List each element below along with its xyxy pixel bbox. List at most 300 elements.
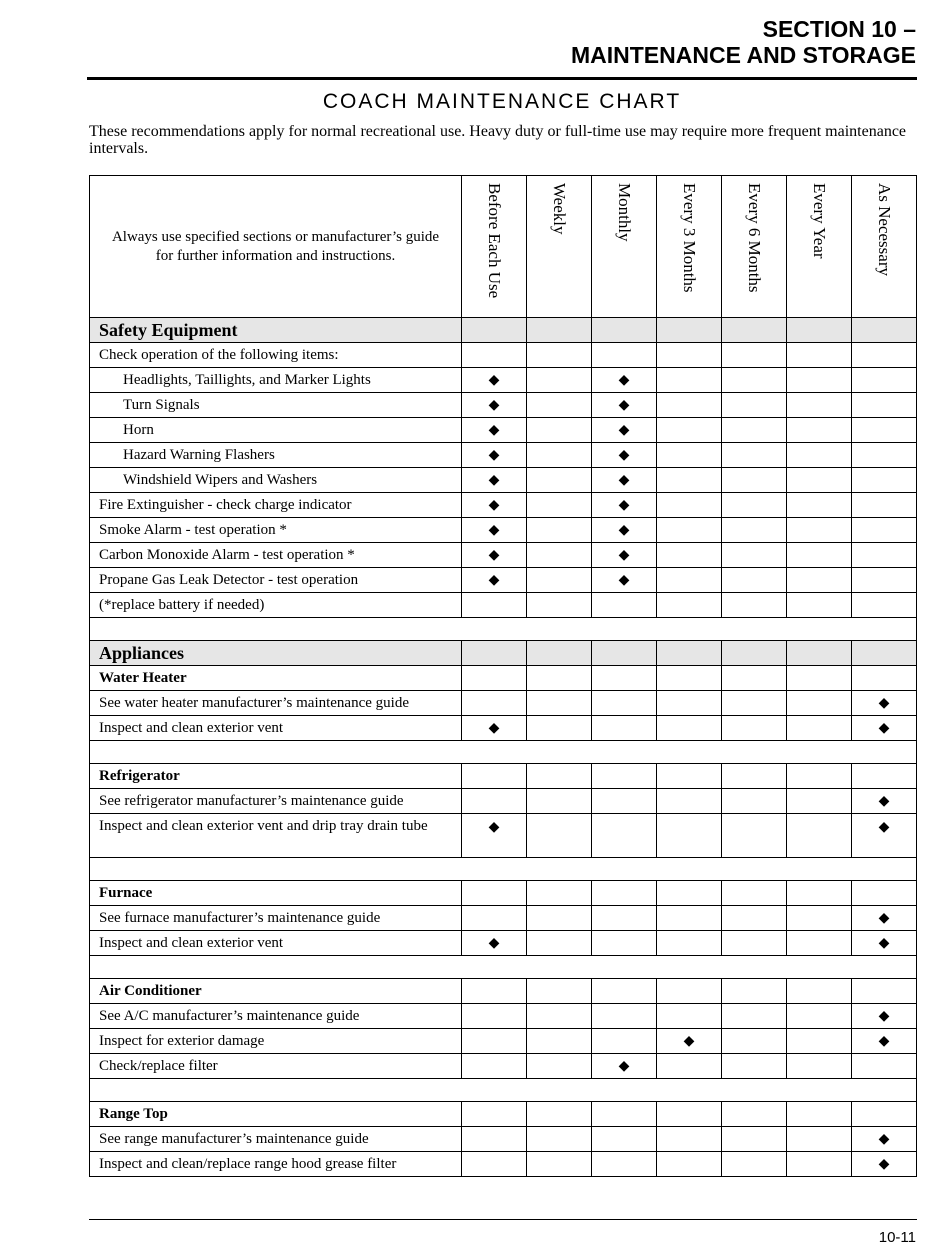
section-heading [571,16,916,68]
maintenance-table [89,175,917,1177]
interval-cell [852,641,917,666]
interval-cell [722,368,787,393]
task-label: Check operation of the following items: [90,343,462,368]
category-row [90,318,917,343]
table-row [90,716,917,741]
interval-cell [527,1029,592,1054]
interval-cell [657,1102,722,1127]
interval-cell [787,1029,852,1054]
task-label: Headlights, Taillights, and Marker Lights [90,368,462,393]
interval-cell [722,1127,787,1152]
interval-cell [852,393,917,418]
spacer-cell [90,618,917,641]
page-number: 10-11 [878,1229,916,1246]
interval-cell [527,906,592,931]
interval-cell [852,368,917,393]
interval-cell [592,543,657,568]
interval-cell [462,568,527,593]
diamond-icon: ◆ [878,1131,890,1147]
interval-cell [657,443,722,468]
interval-cell [462,716,527,741]
interval-cell [852,931,917,956]
interval-cell [527,443,592,468]
interval-cell [787,343,852,368]
interval-cell [592,931,657,956]
interval-cell [592,593,657,618]
interval-cell [527,468,592,493]
interval-cell [592,789,657,814]
interval-cell [462,518,527,543]
interval-cell [462,368,527,393]
interval-cell [657,543,722,568]
interval-cell [787,418,852,443]
interval-cell [787,393,852,418]
interval-cell [722,418,787,443]
interval-cell [592,493,657,518]
interval-cell [852,493,917,518]
diamond-icon: ◆ [878,820,890,835]
interval-cell [722,493,787,518]
table-row [90,343,917,368]
task-label: Smoke Alarm - test operation * [90,518,462,543]
interval-cell [462,1029,527,1054]
interval-cell [722,443,787,468]
interval-cell [527,789,592,814]
interval-cell [722,716,787,741]
interval-cell [657,979,722,1004]
diamond-icon: ◆ [488,397,500,413]
interval-cell [787,906,852,931]
interval-cell [852,1029,917,1054]
subcategory-row [90,764,917,789]
diamond-icon: ◆ [618,497,630,513]
interval-cell [527,881,592,906]
task-label: Inspect and clean/replace range hood grease filter [90,1152,462,1177]
diamond-icon: ◆ [488,547,500,563]
interval-cell [592,418,657,443]
interval-cell [852,1004,917,1029]
diamond-icon: ◆ [488,935,500,951]
spacer-row [90,956,917,979]
interval-cell [787,789,852,814]
interval-cell [787,979,852,1004]
interval-cell [852,543,917,568]
interval-cell [787,641,852,666]
task-label: Propane Gas Leak Detector - test operation [90,568,462,593]
interval-cell [462,691,527,716]
diamond-icon: ◆ [488,572,500,588]
interval-cell [592,1127,657,1152]
spacer-row [90,1079,917,1102]
interval-cell [787,518,852,543]
table-row [90,1152,917,1177]
interval-cell [657,931,722,956]
interval-cell [527,1127,592,1152]
column-header-label: Before Each Use [485,183,504,299]
interval-cell [657,789,722,814]
category-row [90,641,917,666]
diamond-icon: ◆ [618,547,630,563]
interval-cell [462,1152,527,1177]
task-label: See furnace manufacturer’s maintenance guide [90,906,462,931]
diamond-icon: ◆ [878,720,890,736]
interval-cell [852,593,917,618]
diamond-icon: ◆ [488,820,500,835]
task-label: See refrigerator manufacturer’s maintenance guide [90,789,462,814]
interval-cell [852,789,917,814]
interval-cell [722,764,787,789]
interval-cell [852,979,917,1004]
interval-cell [852,1054,917,1079]
chart-title: COACH MAINTENANCE CHART [322,90,682,113]
interval-cell [657,906,722,931]
interval-cell [787,666,852,691]
interval-cell [592,814,657,858]
task-label: Check/replace filter [90,1054,462,1079]
interval-cell [462,764,527,789]
table-row [90,368,917,393]
diamond-icon: ◆ [683,1033,695,1049]
interval-cell [722,641,787,666]
interval-cell [592,641,657,666]
interval-cell [592,568,657,593]
diamond-icon: ◆ [488,720,500,736]
interval-cell [592,666,657,691]
task-label: (*replace battery if needed) [90,593,462,618]
interval-cell [462,1102,527,1127]
interval-cell [462,666,527,691]
column-header-label: Every Year [810,183,829,259]
interval-cell [787,814,852,858]
interval-cell [787,318,852,343]
interval-cell [592,318,657,343]
table-row [90,814,917,858]
interval-cell [657,318,722,343]
interval-cell [527,543,592,568]
interval-cell [852,418,917,443]
diamond-icon: ◆ [618,1058,630,1074]
interval-cell [722,906,787,931]
spacer-cell [90,858,917,881]
interval-cell [527,518,592,543]
interval-cell [787,1054,852,1079]
column-header-label: Weekly [550,183,569,235]
interval-cell [527,418,592,443]
column-header-label: Every 6 Months [745,183,764,293]
interval-cell [852,568,917,593]
interval-cell [787,764,852,789]
table-row [90,691,917,716]
interval-cell [722,468,787,493]
interval-cell [527,1054,592,1079]
interval-cell [722,393,787,418]
diamond-icon: ◆ [618,572,630,588]
task-label: Fire Extinguisher - check charge indicator [90,493,462,518]
subcategory-row [90,881,917,906]
category-label: Appliances [90,641,462,666]
interval-cell [527,593,592,618]
interval-cell [852,764,917,789]
diamond-icon: ◆ [878,1156,890,1172]
diamond-icon: ◆ [488,447,500,463]
spacer-row [90,858,917,881]
interval-cell [527,1004,592,1029]
interval-cell [657,593,722,618]
interval-cell [592,979,657,1004]
section-number: SECTION 10 – [762,16,916,42]
table-row [90,931,917,956]
diamond-icon: ◆ [878,793,890,809]
intro-paragraph: These recommendations apply for normal recreational use. Heavy duty or full-time use may require more frequent maintenance intervals. [89,123,907,157]
interval-cell [527,368,592,393]
column-header-label: As Necessary [875,183,894,276]
interval-cell [527,1152,592,1177]
table-row [90,518,917,543]
interval-cell [722,1004,787,1029]
task-label: See A/C manufacturer’s maintenance guide [90,1004,462,1029]
interval-cell [657,1054,722,1079]
interval-cell [722,789,787,814]
diamond-icon: ◆ [618,372,630,388]
interval-cell [592,343,657,368]
task-label: See range manufacturer’s maintenance guide [90,1127,462,1152]
interval-cell [657,691,722,716]
interval-cell [527,641,592,666]
table-row [90,468,917,493]
interval-cell [787,691,852,716]
table-row [90,789,917,814]
interval-cell [527,666,592,691]
interval-cell [787,716,852,741]
interval-cell [462,1127,527,1152]
interval-cell [592,393,657,418]
task-label: Hazard Warning Flashers [90,443,462,468]
interval-cell [657,418,722,443]
interval-cell [852,343,917,368]
table-body [90,318,917,1177]
diamond-icon: ◆ [618,472,630,488]
interval-cell [527,343,592,368]
interval-cell [462,979,527,1004]
interval-cell [657,641,722,666]
top-rule [87,77,917,80]
task-label: Inspect and clean exterior vent [90,931,462,956]
interval-cell [722,1152,787,1177]
column-header [592,176,657,318]
table-header-row [90,176,917,318]
interval-cell [722,979,787,1004]
subcategory-row [90,1102,917,1127]
table-row [90,418,917,443]
diamond-icon: ◆ [618,522,630,538]
interval-cell [722,931,787,956]
interval-cell [852,468,917,493]
interval-cell [787,568,852,593]
interval-cell [722,543,787,568]
interval-cell [852,814,917,858]
interval-cell [657,468,722,493]
interval-cell [722,593,787,618]
interval-cell [462,814,527,858]
interval-cell [852,1102,917,1127]
interval-cell [592,764,657,789]
interval-cell [722,518,787,543]
interval-cell [657,814,722,858]
task-label: Inspect for exterior damage [90,1029,462,1054]
diamond-icon: ◆ [488,372,500,388]
bottom-rule [89,1219,917,1220]
interval-cell [657,716,722,741]
interval-cell [722,666,787,691]
spacer-cell [90,1079,917,1102]
table-row [90,1029,917,1054]
interval-cell [592,1102,657,1127]
subcategory-label: Range Top [90,1102,462,1127]
interval-cell [852,443,917,468]
interval-cell [592,443,657,468]
diamond-icon: ◆ [488,422,500,438]
task-label: Turn Signals [90,393,462,418]
interval-cell [657,1152,722,1177]
table-row [90,568,917,593]
interval-cell [657,493,722,518]
interval-cell [787,368,852,393]
interval-cell [657,393,722,418]
interval-cell [462,543,527,568]
interval-cell [462,468,527,493]
interval-cell [592,691,657,716]
interval-cell [462,343,527,368]
interval-cell [787,1004,852,1029]
diamond-icon: ◆ [488,522,500,538]
interval-cell [462,393,527,418]
interval-cell [787,931,852,956]
column-header [527,176,592,318]
interval-cell [592,518,657,543]
table-row [90,543,917,568]
interval-cell [592,1152,657,1177]
task-label: Inspect and clean exterior vent [90,716,462,741]
column-header [722,176,787,318]
interval-cell [657,518,722,543]
interval-cell [462,493,527,518]
interval-cell [527,691,592,716]
interval-cell [852,691,917,716]
interval-cell [787,881,852,906]
column-header [657,176,722,318]
interval-cell [462,418,527,443]
interval-cell [462,318,527,343]
category-label: Safety Equipment [90,318,462,343]
interval-cell [657,568,722,593]
interval-cell [592,1054,657,1079]
table-row [90,393,917,418]
table-note: Always use specified sections or manufacturer’s guide for further information and instructions. [90,176,462,318]
subcategory-label: Water Heater [90,666,462,691]
interval-cell [592,716,657,741]
task-label: See water heater manufacturer’s maintenance guide [90,691,462,716]
interval-cell [722,814,787,858]
interval-cell [787,543,852,568]
interval-cell [657,764,722,789]
interval-cell [657,343,722,368]
interval-cell [592,368,657,393]
task-label: Windshield Wipers and Washers [90,468,462,493]
table-row [90,1127,917,1152]
diamond-icon: ◆ [878,910,890,926]
interval-cell [722,1054,787,1079]
column-header [852,176,917,318]
interval-cell [787,1152,852,1177]
column-header-label: Every 3 Months [680,183,699,293]
interval-cell [592,468,657,493]
interval-cell [852,518,917,543]
diamond-icon: ◆ [618,447,630,463]
interval-cell [592,906,657,931]
interval-cell [852,318,917,343]
interval-cell [852,1127,917,1152]
table-row [90,906,917,931]
interval-cell [722,881,787,906]
diamond-icon: ◆ [878,1033,890,1049]
interval-cell [722,691,787,716]
interval-cell [657,666,722,691]
task-label: Horn [90,418,462,443]
task-label: Carbon Monoxide Alarm - test operation * [90,543,462,568]
interval-cell [462,641,527,666]
interval-cell [527,931,592,956]
diamond-icon: ◆ [618,422,630,438]
interval-cell [657,368,722,393]
column-header-label: Monthly [615,183,634,242]
interval-cell [852,1152,917,1177]
interval-cell [462,789,527,814]
interval-cell [722,1102,787,1127]
subcategory-row [90,666,917,691]
spacer-row [90,618,917,641]
interval-cell [787,1127,852,1152]
diamond-icon: ◆ [488,472,500,488]
interval-cell [592,1029,657,1054]
interval-cell [462,1054,527,1079]
interval-cell [527,979,592,1004]
interval-cell [527,764,592,789]
column-header [787,176,852,318]
spacer-cell [90,956,917,979]
interval-cell [722,318,787,343]
interval-cell [722,343,787,368]
interval-cell [592,881,657,906]
interval-cell [657,1127,722,1152]
subcategory-label: Refrigerator [90,764,462,789]
interval-cell [462,906,527,931]
subcategory-label: Air Conditioner [90,979,462,1004]
task-label: Inspect and clean exterior vent and drip tray drain tube [90,814,462,858]
interval-cell [722,568,787,593]
interval-cell [527,493,592,518]
interval-cell [852,666,917,691]
interval-cell [787,593,852,618]
interval-cell [657,881,722,906]
interval-cell [787,1102,852,1127]
table-row [90,593,917,618]
interval-cell [462,881,527,906]
table-row [90,1054,917,1079]
table-row [90,443,917,468]
interval-cell [787,493,852,518]
interval-cell [462,1004,527,1029]
interval-cell [722,1029,787,1054]
